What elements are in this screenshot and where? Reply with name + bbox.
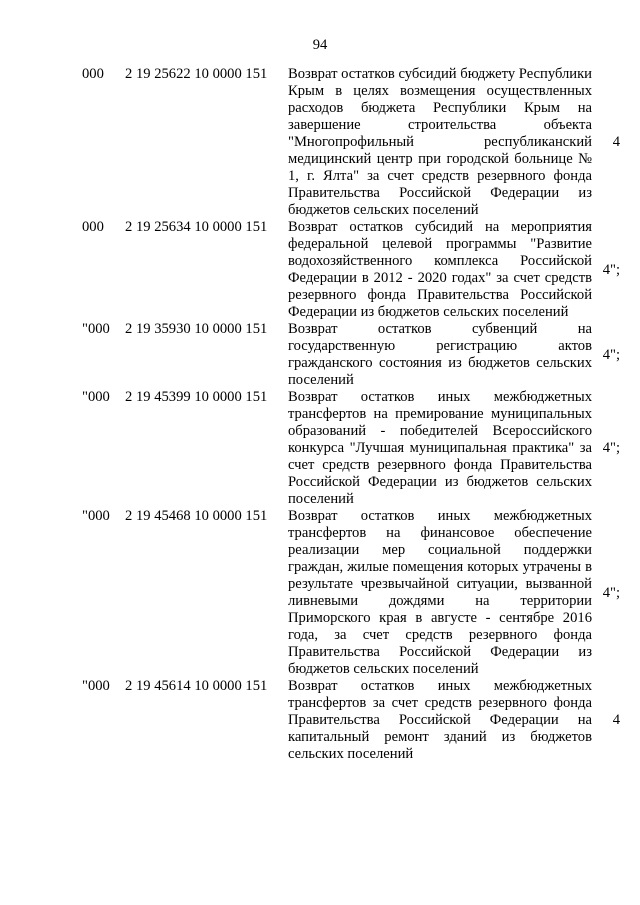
budget-classification-code: 2 19 25622 10 0000 151 [125,66,268,82]
row-value: 4"; [602,261,620,278]
budget-classification-code: 2 19 45399 10 0000 151 [125,389,268,405]
budget-codes-table [82,66,620,763]
table-row [82,219,620,321]
admin-code: "000 [82,321,110,337]
row-description: Возврат остатков субсидий бюджету Республики Крым в целях возмещения осуществленных расходов бюджета Республики Крым на завершение строительства объекта "Многопрофильный республиканский медицинский центр при городской больнице № 1, г. Ялта" за счет средств резервного фонда Правительства Российской Федерации из бюджетов сельских поселений [288,66,592,218]
page-number: 94 [312,37,328,53]
row-value: 4 [612,134,620,150]
row-value: 4 [612,712,620,728]
table-row [82,678,620,763]
row-value: 4"; [602,346,620,363]
budget-classification-code: 2 19 35930 10 0000 151 [125,321,268,337]
table-row [82,508,620,678]
table-row [82,389,620,508]
table-row [82,321,620,389]
admin-code: "000 [82,678,110,694]
budget-classification-code: 2 19 45614 10 0000 151 [125,678,268,694]
budget-classification-code: 2 19 45468 10 0000 151 [125,508,268,524]
row-value: 4"; [602,584,620,601]
row-description: Возврат остатков субвенций на государственную регистрацию актов гражданского состояния из бюджетов сельских поселений [288,321,592,388]
row-value: 4"; [602,440,620,456]
row-description: Возврат остатков иных межбюджетных трансфертов за счет средств резервного фонда Правительства Российской Федерации на капитальный ремонт зданий из бюджетов сельских поселений [288,678,592,762]
admin-code: 000 [82,66,104,82]
row-description: Возврат остатков субсидий на мероприятия федеральной целевой программы "Развитие водохозяйственного комплекса Российской Федерации в 2012 - 2020 годах" за счет средств резервного фонда Правительства Российской Федерации из бюджетов сельских поселений [288,219,592,320]
admin-code: "000 [82,389,110,405]
row-description: Возврат остатков иных межбюджетных трансфертов на премирование муниципальных образований - победителей Всероссийского конкурса "Лучшая муниципальная практика" за счет средств резервного фонда Правительства Российской Федерации из бюджетов сельских поселений [288,389,592,507]
row-description: Возврат остатков иных межбюджетных трансфертов на финансовое обеспечение реализации мер социальной поддержки граждан, жилые помещения которых утрачены в результате чрезвычайной ситуации, вызванной ливневыми дождями на территории Приморского края в августе - сентябре 2016 года, за счет средств резервного фонда Правительства Российской Федерации из бюджетов сельских поселений [288,508,592,677]
budget-classification-code: 2 19 25634 10 0000 151 [125,219,268,235]
admin-code: "000 [82,508,110,524]
admin-code: 000 [82,219,104,235]
table-row [82,66,620,219]
